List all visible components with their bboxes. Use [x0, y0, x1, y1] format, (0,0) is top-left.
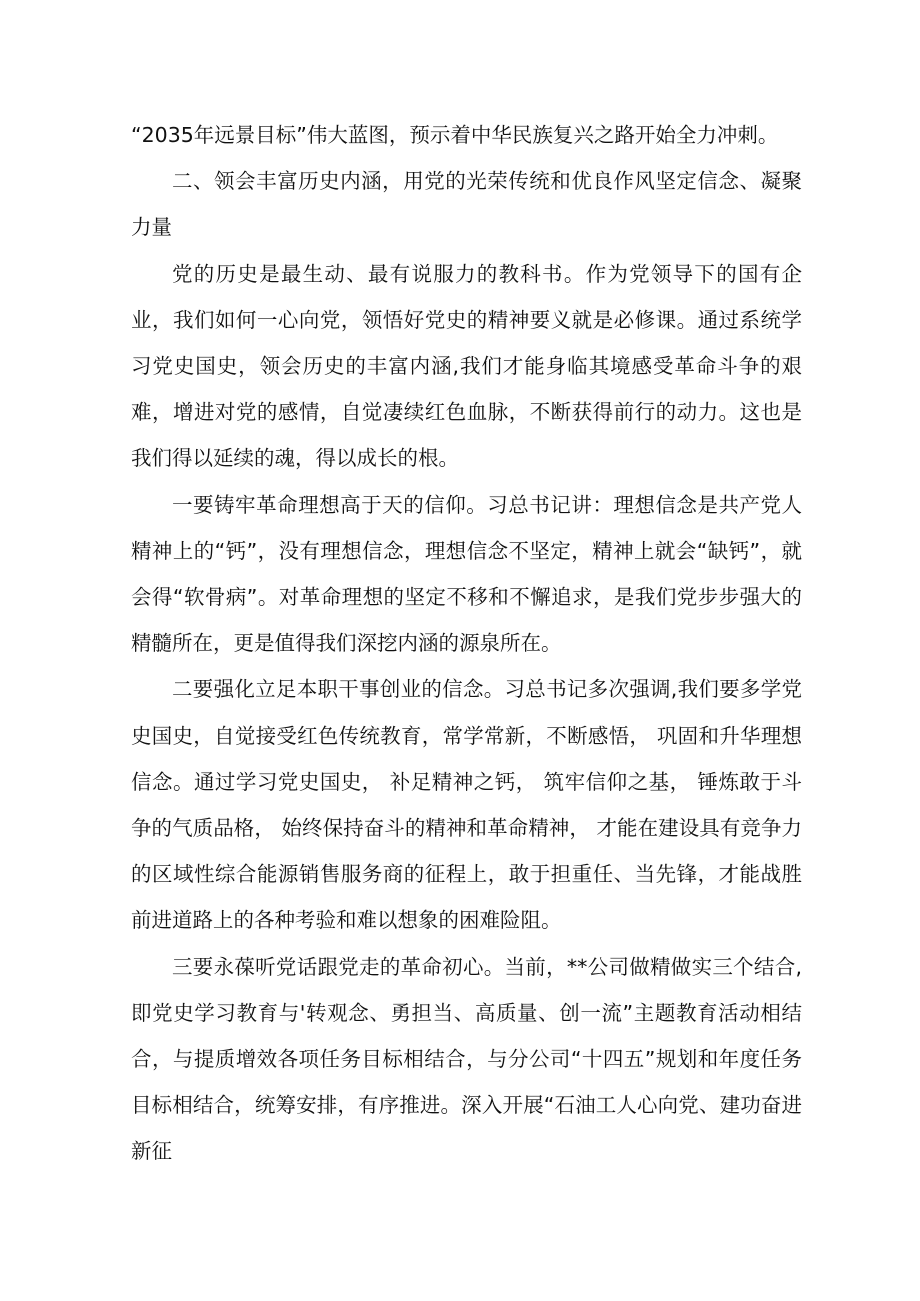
- body-paragraph: 党的历史是最生动、最有说服力的教科书。作为党领导下的国有企业，我们如何一心向党，领悟好党史的精神要义就是必修课。通过系统学习党史国史，领会历史的丰富内涵,我们才能身临其境感受革命斗争的艰难，增进对党的感情，自觉凄续红色血脉，不断获得前行的动力。这也是我们得以延续的魂，得以成长的根。: [131, 261, 802, 471]
- paragraph-continuation: “2035年远景目标”伟大蓝图，预示着中华民族复兴之路开始全力冲刺。: [131, 123, 779, 147]
- document-body: [131, 112, 802, 1175]
- body-paragraph: 一要铸牢革命理想高于天的信仰。习总书记讲：理想信念是共产党人精神上的“钙”，没有理想信念，理想信念不坚定，精神上就会“缺钙”，就会得“软骨病”。对革命理想的坚定不移和不懈追求，是我们党步步强大的精髓所在，更是值得我们深挖内涵的源泉所在。: [131, 492, 802, 656]
- body-paragraph: 三要永葆听党话跟党走的革命初心。当前，**公司做精做实三个结合,即党史学习教育与'转观念、勇担当、高质量、创一流”主题教育活动相结合，与提质增效各项任务目标相结合，与分公司“十四五”规划和年度任务目标相结合，统筹安排，有序推进。深入开展“石油工人心向党、建功奋进新征: [131, 954, 802, 1164]
- section-heading: 二、领会丰富历史内涵，用党的光荣传统和优良作风坚定信念、凝聚力量: [131, 169, 802, 240]
- body-paragraph: 二要强化立足本职干事创业的信念。习总书记多次强调,我们要多学党史国史，自觉接受红色传统教育，常学常新，不断感悟， 巩固和升华理想信念。通过学习党史国史， 补足精神之钙， 筑牢信仰之基， 锤炼敢于斗争的气质品格， 始终保持奋斗的精神和革命精神， 才能在建设具有竞争力的区域性综合能源销售服务商的征程上，敢于担重任、当先锋，才能战胜前进道路上的各种考验和难以想象的困难险阻。: [131, 677, 802, 933]
